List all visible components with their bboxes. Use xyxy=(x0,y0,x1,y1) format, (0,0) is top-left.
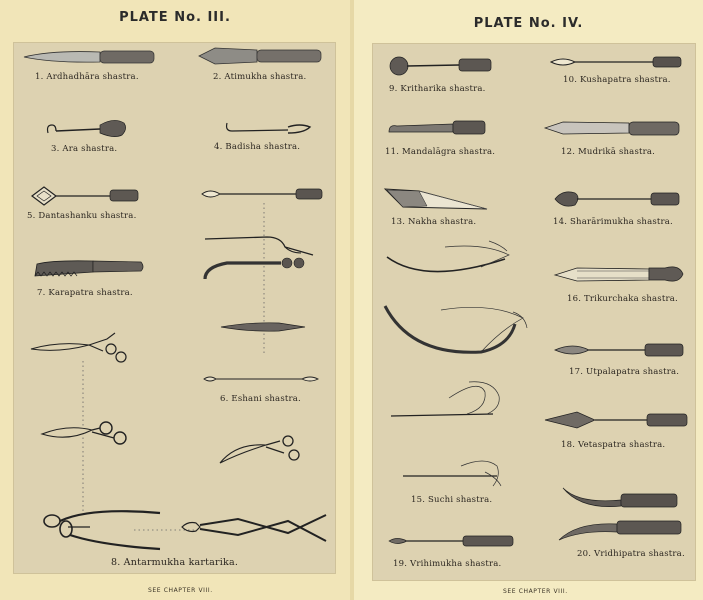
label-10: 10. Kushapatra shastra. xyxy=(563,75,671,85)
label-18: 18. Vetaspatra shastra. xyxy=(561,440,666,450)
kushapatra-illustration xyxy=(549,54,684,70)
label-12: 12. Mudrikā shastra. xyxy=(561,147,656,157)
vrihimukha-illustration xyxy=(387,534,517,548)
vridhipatra-illustration xyxy=(557,518,685,544)
scissors-upper-illustration xyxy=(29,329,129,363)
vetaspatra-illustration xyxy=(543,410,689,430)
curved-scissors-illustration xyxy=(218,433,308,469)
eshani-probe-illustration xyxy=(202,373,320,385)
label-15: 15. Suchi shastra. xyxy=(411,495,493,505)
plate-iii-page xyxy=(0,0,350,600)
label-11: 11. Mandalāgra shastra. xyxy=(385,147,496,157)
ara-awl-illustration xyxy=(44,115,129,139)
label-20: 20. Vridhipatra shastra. xyxy=(577,549,685,559)
curved-needle-large-illustration xyxy=(381,302,531,370)
straight-needle-threaded-illustration xyxy=(389,378,509,420)
vridhipatra-upper-illustration xyxy=(561,486,681,512)
nakha-illustration xyxy=(383,187,491,211)
kritharika-illustration xyxy=(387,52,495,78)
curved-probe-illustration xyxy=(201,233,321,285)
spear-blade-illustration xyxy=(219,320,309,334)
mandalagra-illustration xyxy=(387,118,487,136)
label-4: 4. Badisha shastra. xyxy=(214,142,301,152)
plate-iv-panel xyxy=(372,43,696,581)
tongs-right-illustration xyxy=(178,507,334,547)
label-19: 19. Vrihimukha shastra. xyxy=(393,559,502,569)
plate-iii-panel xyxy=(13,42,336,574)
curved-needle-upper-illustration xyxy=(385,237,515,287)
label-13: 13. Nakha shastra. xyxy=(391,217,477,227)
atimukha-knife-illustration xyxy=(197,46,324,66)
shararimukha-illustration xyxy=(553,187,683,211)
label-1: 1. Ardhadhāra shastra. xyxy=(35,72,139,82)
karapatra-saw-illustration xyxy=(33,256,145,278)
label-9: 9. Kritharika shastra. xyxy=(389,84,486,94)
label-14: 14. Sharārimukha shastra. xyxy=(553,217,673,227)
label-8: 8. Antarmukha kartarika. xyxy=(111,557,239,568)
scissors-middle-illustration xyxy=(40,418,132,448)
ardhadhara-knife-illustration xyxy=(22,46,157,68)
plate-iv-page xyxy=(354,0,703,600)
plate-iii-footer: SEE CHAPTER VIII. xyxy=(148,587,213,594)
dantashanku-illustration xyxy=(30,185,140,207)
label-16: 16. Trikurchaka shastra. xyxy=(567,294,678,304)
label-3: 3. Ara shastra. xyxy=(51,144,118,154)
label-6: 6. Eshani shastra. xyxy=(220,394,301,404)
plate-iii-title: PLATE No. III. xyxy=(119,10,231,25)
trikurchaka-illustration xyxy=(553,262,687,286)
label-17: 17. Utpalapatra shastra. xyxy=(569,367,680,377)
plate-iv-title: PLATE No. IV. xyxy=(473,16,584,31)
label-5: 5. Dantashanku shastra. xyxy=(27,211,137,221)
probe-upper-illustration xyxy=(200,185,325,203)
suchi-needle-illustration xyxy=(401,452,505,490)
label-2: 2. Atimukha shastra. xyxy=(213,72,307,82)
badisha-hook-illustration xyxy=(224,119,314,135)
utpalapatra-illustration xyxy=(553,340,687,360)
plate-iv-footer: SEE CHAPTER VIII. xyxy=(503,588,568,595)
mudrika-illustration xyxy=(543,118,683,138)
label-7: 7. Karapatra shastra. xyxy=(37,288,133,298)
